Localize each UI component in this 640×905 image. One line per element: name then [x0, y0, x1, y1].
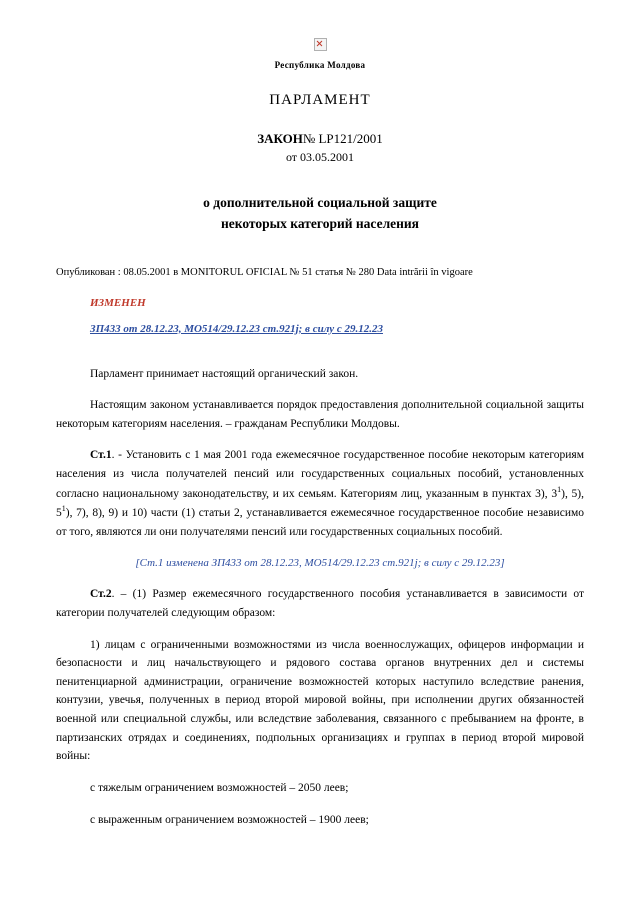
list-item-1-sub-1: с тяжелым ограничением возможностей – 2050 леев; [90, 781, 349, 794]
law-label: ЗАКОН [257, 131, 303, 146]
article-1-amendment-note: [Ст.1 изменена ЗП433 от 28.12.23, МО514/29.12.23 ст.921j; в силу с 29.12.23] [135, 557, 505, 570]
modified-badge: ИЗМЕНЕН [90, 296, 146, 309]
article-2 [56, 585, 584, 622]
article-2-text: . – (1) Размер ежемесячного государственного пособия устанавливается в зависимости от категории получателей следующим образом: [56, 588, 584, 619]
institution-heading: ПАРЛАМЕНТ [269, 92, 371, 108]
article-1-text-end: ), 7), 8), 9) и 10) части (1) статьи 2, устанавливается ежемесячное государственное пособие независимо от того, являются ли они получателями пенсий или государственных социальных пособий. [56, 507, 584, 538]
article-1-text: . - Установить с 1 мая 2001 года ежемесячное государственное пособие некоторым категориям населения из числа получателей пенсий или государственных социальных пособий, установленных согласно национальному законодательству, и их семьям. Категориям лиц, указанным в пунктах 3), 3 [56, 449, 584, 500]
law-heading [56, 131, 584, 147]
paragraph-intro-1: Парламент принимает настоящий органический закон. [90, 367, 359, 380]
broken-image-icon [314, 38, 327, 51]
publication-info: Опубликован : 08.05.2001 в MONITORUL OFICIAL № 51 статья № 280 Data intrării în vigoare [56, 266, 473, 278]
list-item-1: 1) лицам с ограниченными возможностями из числа военнослужащих, офицеров информации и безопасности и лиц начальствующего и рядового состава органов внутренних дел и системы пенитенциарной администрации, ограничение возможностей которых наступило вследствие ранения, контузии, увечья, полученных в период второй мировой войны, при исполнении других обязанностей военной или специальной службы, или вследствие заболевания, связанного с пребыванием на фронте, в партизанских отрядах и соединениях, подпольных организациях и группах в период второй мировой войны: [56, 638, 584, 763]
article-1-sup-2: 1 [61, 504, 66, 514]
article-1-sup-1: 1 [557, 484, 562, 494]
country-heading: Республика Молдова [274, 60, 366, 70]
paragraph-intro-2: Настоящим законом устанавливается порядок предоставления дополнительной социальной защиты некоторым категориям населения. – гражданам Республики Молдовы. [56, 399, 584, 430]
page-title-line2: некоторых категорий населения [220, 215, 419, 231]
article-1 [56, 446, 584, 541]
article-1-label: Ст.1 [90, 449, 112, 462]
page-title-line1: о дополнительной социальной защите [203, 195, 437, 210]
page-title [56, 193, 584, 235]
law-date: от 03.05.2001 [285, 150, 355, 164]
list-item-1-sub-2: с выраженным ограничением возможностей – 1900 леев; [90, 813, 369, 826]
amendment-link[interactable]: ЗП433 от 28.12.23, МО514/29.12.23 ст.921j; в силу с 29.12.23 [90, 322, 383, 335]
article-2-label: Ст.2 [90, 588, 112, 601]
law-number: № LP121/2001 [302, 131, 383, 146]
article-1-text-mid: ), 5), 5 [56, 487, 584, 519]
